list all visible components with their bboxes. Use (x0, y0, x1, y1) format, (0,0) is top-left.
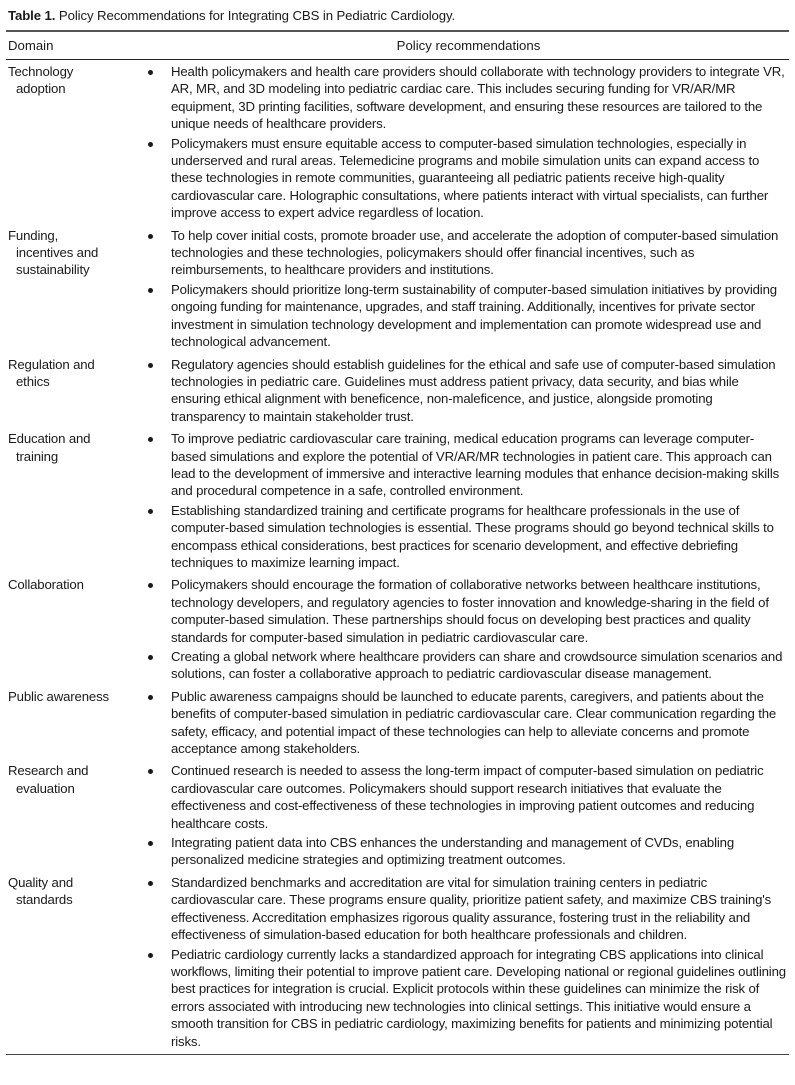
recommendation-text: Pediatric cardiology currently lacks a standardized approach for integrating CBS applications into clinical workflows, limiting their potential to improve patient care. Developing national or regional guidelines outlining best practices for integration is crucial. Explicit protocols within these guidelines can minimize the risk of errors associated with introducing new technologies into clinical settings. This initiative would ensure a smooth transition for CBS in pediatric cardiology, maximizing benefits for patients and minimizing potential risks. (171, 946, 786, 1049)
domain-label: Technology (8, 64, 74, 79)
list-item (144, 946, 789, 1050)
recommendation-text: To improve pediatric cardiovascular care training, medical education programs can leverage computer-based simulations and explore the potential of VR/AR/MR technologies in patient care. This approach can lead to the development of immersive and interactive learning modules that enhance decision-making skills and procedural competence in a safe, controlled environment. (171, 431, 780, 499)
domain-label: Research and (8, 763, 89, 779)
recommendations-cell (144, 759, 789, 870)
recommendations-cell (144, 224, 789, 353)
recommendation-list (144, 63, 789, 222)
domain-label: evaluation (16, 780, 75, 796)
recommendations-cell (144, 871, 789, 1052)
table-row (6, 353, 789, 428)
bullet-icon (148, 841, 153, 846)
bullet-icon (148, 655, 153, 660)
recommendations-cell (144, 60, 789, 224)
domain-label: ethics (16, 373, 50, 389)
list-item (144, 576, 789, 646)
bullet-icon (148, 769, 153, 774)
domain-cell (6, 224, 144, 353)
domain-cell (6, 685, 144, 760)
recommendations-cell (144, 573, 789, 684)
table-label: Table 1. (8, 8, 56, 23)
table-row (6, 427, 789, 573)
recommendation-text: Establishing standardized training and certificate programs for healthcare professionals in the use of computer-based simulation technologies is essential. These programs should go beyond technical skills to encompass ethical considerations, best practices for scenario development, and effective debriefing techniques to maximize learning impact. (171, 502, 774, 570)
domain-cell (6, 871, 144, 1052)
bullet-icon (148, 695, 153, 700)
table-row (6, 60, 789, 224)
list-item (144, 874, 789, 944)
bullet-icon (148, 509, 153, 514)
domain-label: Collaboration (8, 577, 84, 593)
domain-label: Regulation and (8, 356, 95, 372)
domain-label: Public awareness (8, 688, 109, 704)
table-row (6, 573, 789, 684)
list-item (144, 227, 789, 279)
domain-label: Quality and (8, 874, 74, 890)
list-item (144, 834, 789, 869)
recommendation-text: To help cover initial costs, promote broader use, and accelerate the adoption of computer-based simulation technologies and these technologies, policymakers should offer financial incentives, such as reimbursements, to healthcare providers and institutions. (171, 227, 779, 278)
table-row (6, 759, 789, 870)
list-item (144, 356, 789, 426)
recommendation-text: Creating a global network where healthcare providers can share and crowdsource simulation scenarios and solutions, can foster a collaborative approach to pediatric cardiovascular disease management. (171, 649, 783, 682)
bullet-icon (148, 583, 153, 588)
table-caption (8, 8, 789, 24)
bullet-icon (148, 142, 153, 147)
table-row (6, 685, 789, 760)
table-body (6, 60, 789, 1052)
recommendation-text: Integrating patient data into CBS enhances the understanding and management of CVDs, enabling personalized medicine strategies and optimizing treatment outcomes. (171, 835, 735, 868)
domain-label: incentives and (16, 245, 99, 261)
recommendations-cell (144, 353, 789, 428)
column-header-recommendations: Policy recommendations (396, 38, 541, 53)
table-row (6, 224, 789, 353)
domain-cell (6, 573, 144, 684)
recommendation-text: Regulatory agencies should establish guidelines for the ethical and safe use of computer-based simulation technologies in pediatric care. Guidelines must address patient privacy, data security, and bias while ensuring ethical alignment with beneficence, non-maleficence, and justice, alongside promoting transparency to maintain stakeholder trust. (171, 356, 776, 424)
policy-table (6, 60, 789, 1052)
bullet-icon (148, 437, 153, 442)
domain-cell (6, 353, 144, 428)
bullet-icon (148, 881, 153, 886)
bullet-icon (148, 363, 153, 368)
list-item (144, 762, 789, 832)
domain-label: sustainability (16, 262, 90, 278)
domain-label: standards (16, 892, 73, 908)
list-item (144, 63, 789, 133)
recommendation-text: Standardized benchmarks and accreditation are vital for simulation training centers in pediatric cardiovascular care. These programs ensure quality, prioritize patient safety, and maximize CBS training's effectiveness. Accreditation emphasizes rigorous quality assurance, fostering trust in the reliability and effectiveness of simulation-based education for both healthcare professionals and children. (171, 874, 772, 943)
recommendation-list (144, 227, 789, 351)
recommendation-text: Continued research is needed to assess the long-term impact of computer-based simulation on pediatric cardiovascular care outcomes. Policymakers should support research initiatives that evaluate the effectiveness and cost-effectiveness of these technologies in improving patient outcomes and reducing healthcare costs. (171, 763, 764, 831)
list-item (144, 688, 789, 758)
table-title: Policy Recommendations for Integrating CBS in Pediatric Cardiology. (55, 8, 456, 23)
recommendation-list (144, 762, 789, 868)
recommendation-text: Policymakers must ensure equitable access to computer-based simulation technologies, especially in underserved and rural areas. Telemedicine programs and mobile simulation units can expand access to these technologies in remote communities, guaranteeing all pediatric patients receive high-quality cardiovascular care. Holographic consultations, where patients interact with virtual specialists, can further improve access to expert advice regardless of location. (171, 135, 769, 221)
domain-cell (6, 759, 144, 870)
recommendation-list (144, 430, 789, 571)
table-row (6, 871, 789, 1052)
domain-label: adoption (16, 81, 66, 97)
bullet-icon (148, 70, 153, 75)
domain-label: training (16, 448, 59, 464)
recommendation-text: Public awareness campaigns should be launched to educate parents, caregivers, and patients about the benefits of computer-based simulation in pediatric cardiovascular care. Clear communication regarding the safety, efficacy, and potential impact of these technologies can help to alleviate concerns and promote acceptance among stakeholders. (171, 688, 777, 757)
list-item (144, 135, 789, 222)
bottom-rule (6, 1054, 789, 1055)
recommendation-text: Policymakers should encourage the formation of collaborative networks between healthcare institutions, technology developers, and regulatory agencies to foster innovation and knowledge-sharing in the field of computer-based simulation. These partnerships should focus on developing best practices and quality standards for computer-based simulation in pediatric cardiovascular care. (171, 577, 769, 645)
recommendation-text: Policymakers should prioritize long-term sustainability of computer-based simulation initiatives by providing ongoing funding for maintenance, upgrades, and staff training. Additionally, incentives for private sector investment in simulation technology development and implementation can promote widespread use and technological advancement. (171, 281, 777, 350)
recommendations-cell (144, 427, 789, 573)
recommendation-list (144, 688, 789, 758)
recommendation-list (144, 874, 789, 1050)
domain-label: Education and (8, 431, 91, 447)
bullet-icon (148, 953, 153, 958)
recommendation-list (144, 356, 789, 426)
list-item (144, 281, 789, 351)
domain-label: Funding, (8, 227, 59, 243)
domain-cell (6, 60, 144, 224)
list-item (144, 502, 789, 572)
table-header (6, 32, 789, 59)
recommendation-text: Health policymakers and health care providers should collaborate with technology providers to integrate VR, AR, MR, and 3D modeling into pediatric cardiac care. This includes securing funding for VR/AR/MR equipment, 3D printing facilities, software development, and ensuring these resources are tailored to the unique needs of healthcare providers. (171, 64, 785, 132)
bullet-icon (148, 234, 153, 239)
domain-cell (6, 427, 144, 573)
list-item (144, 648, 789, 683)
bullet-icon (148, 288, 153, 293)
recommendations-cell (144, 685, 789, 760)
recommendation-list (144, 576, 789, 682)
column-header-domain: Domain (8, 38, 54, 53)
list-item (144, 430, 789, 500)
